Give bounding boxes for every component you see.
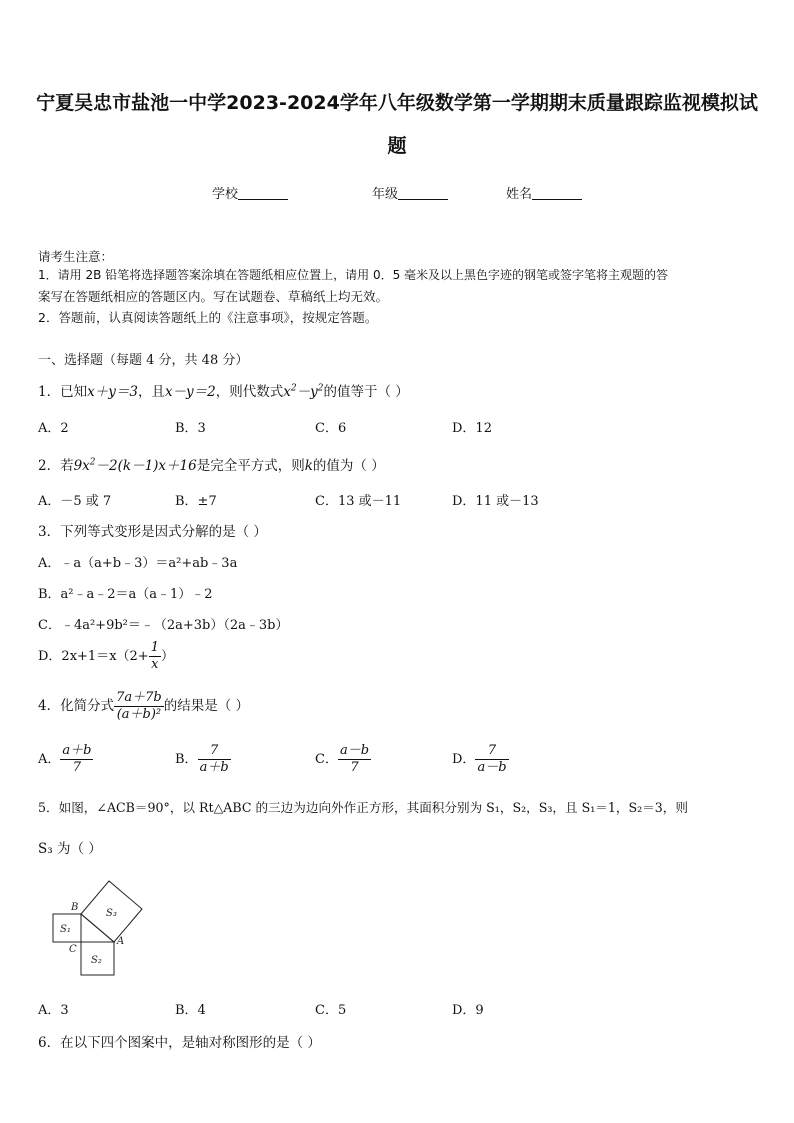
q4-option-c: C． $\frac{a-b}{7}$ (315, 743, 370, 775)
question-5-line-1: 5．如图，∠ACB＝90°，以 Rt△ABC 的三边为边向外作正方形，其面积分别为 S₁，S₂，S₃，且 S₁＝1，S₂＝3，则 (38, 800, 688, 815)
question-2 (38, 454, 385, 474)
q5-option-b: B．4 (175, 1003, 206, 1018)
q2-option-d: D．11 或－13 (452, 494, 539, 509)
q3-option-d: D．2x+1＝x（2+ $\frac{1}{x}$ ） (38, 640, 174, 672)
q4-fraction: $\frac{7a+7b}{\text{(a＋b)²}}$ (116, 690, 162, 722)
q2-option-a: A．－5 或 7 (38, 494, 112, 509)
q5-figure (40, 872, 150, 982)
q5-option-c: C．5 (315, 1003, 347, 1018)
q3-option-c: C．﹣4a²+9b²＝﹣（2a+3b）（2a﹣3b） (38, 618, 289, 633)
label-s2: S₂ (91, 955, 102, 966)
label-s1: S₁ (60, 924, 71, 935)
page-title: 宁夏吴忠市盐池一中学2023-2024学年八年级数学第一学期期末质量跟踪监视模拟试 (36, 92, 758, 114)
q2-suffix: 的值为（ ） (312, 458, 385, 474)
q1-eq1: x＋y＝3 (87, 384, 138, 400)
question-1 (38, 380, 409, 400)
q1-eq2: x－y＝2 (164, 384, 216, 400)
question-3: 3．下列等式变形是因式分解的是（ ） (38, 524, 267, 540)
q4-option-b: B． $\frac{7}{a+b}$ (175, 743, 229, 775)
q2-var: k (304, 458, 313, 474)
name-blank (532, 186, 582, 200)
question-4 (38, 690, 249, 723)
label-c: C (69, 944, 77, 955)
q1-option-d: D．12 (452, 421, 492, 436)
q1-prefix: 1．已知 (38, 384, 88, 400)
name-label: 姓名 (506, 187, 533, 202)
q4-option-a: A． $\frac{a+b}{7}$ (38, 743, 92, 775)
q1-option-c: C．6 (315, 421, 347, 436)
q1-mid2: ，则代数式 (215, 384, 284, 400)
q4-prefix: 4．化简分式 (38, 698, 115, 714)
notice-item-1-line-1: 1．请用 2B 铅笔将选择题答案涂填在答题纸相应位置上，请用 0．5 毫米及以上黑色字迹的钢笔或签字笔将主观题的答 (38, 268, 669, 282)
q4-option-d: D． $\frac{7}{a-b}$ (452, 743, 507, 775)
name-field (506, 183, 582, 202)
q5-option-d: D．9 (452, 1003, 484, 1018)
q4-suffix: 的结果是（ ） (163, 698, 250, 714)
grade-label: 年级 (372, 187, 399, 202)
q3-option-d-fraction: $\frac{1}{x}$ (150, 640, 159, 672)
q2-option-c: C．13 或－11 (315, 494, 402, 509)
question-6: 6．在以下四个图案中，是轴对称图形的是（ ） (38, 1035, 321, 1051)
school-label: 学校 (212, 187, 239, 202)
grade-blank (398, 186, 448, 200)
notice-item-1-line-2: 案写在答题纸相应的答题区内。写在试题卷、草稿纸上均无效。 (38, 289, 389, 304)
q1-option-b: B．3 (175, 421, 206, 436)
question-5-line-2: S₃ 为（ ） (38, 841, 102, 857)
page-title-continued: 题 (387, 135, 407, 157)
label-a: A (117, 936, 125, 947)
school-field (212, 183, 288, 202)
q1-suffix: 的值等于（ ） (323, 384, 409, 400)
q2-option-b: B．±7 (175, 494, 217, 509)
q2-expr: $9x^2-2(k-1)x+16$ (73, 457, 197, 474)
q1-option-a: A．2 (38, 421, 69, 436)
label-s3: S₃ (106, 908, 117, 919)
q1-mid1: ，且 (137, 384, 165, 400)
notice-heading: 请考生注意： (38, 249, 114, 264)
label-b: B (71, 902, 79, 913)
q2-mid: 是完全平方式，则 (196, 458, 305, 474)
notice-item-2: 2．答题前，认真阅读答题纸上的《注意事项》，按规定答题。 (38, 310, 378, 325)
q3-option-a: A．﹣a（a+b﹣3）＝a²+ab﹣3a (38, 556, 238, 571)
q1-expr: $x^2-y^2$ (283, 383, 324, 400)
section-heading: 一、选择题（每题 4 分，共 48 分） (38, 353, 249, 368)
school-blank (238, 186, 288, 200)
q2-prefix: 2．若 (38, 458, 74, 474)
grade-field (372, 183, 448, 202)
q3-option-b: B．a²﹣a﹣2＝a（a﹣1）﹣2 (38, 587, 213, 602)
q5-option-a: A．3 (38, 1003, 69, 1018)
